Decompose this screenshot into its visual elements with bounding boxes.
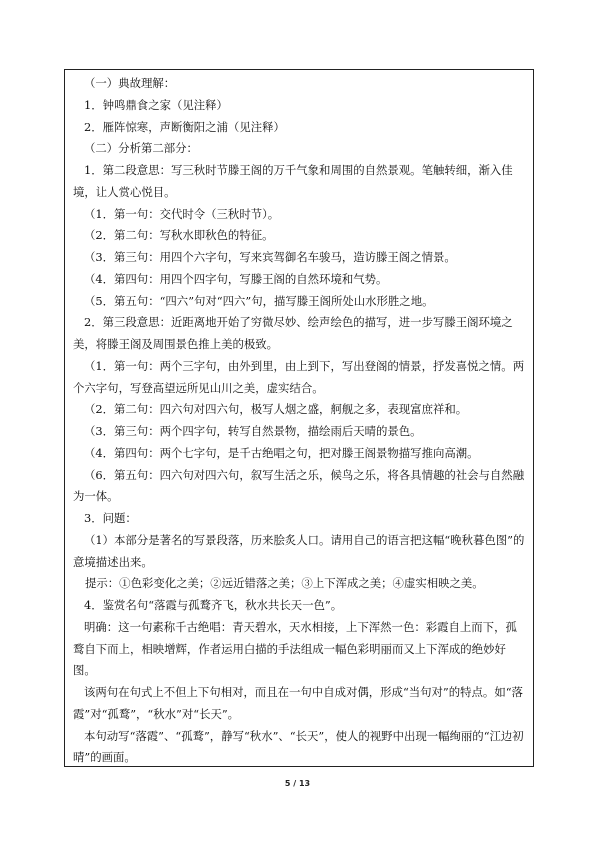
paragraph: 该两句在句式上不但上下句相对，而且在一句中自成对偶，形成“当句对”的特点。如“落霞”对“孤鹜”，“秋水”对“长天”。 [73,685,523,721]
section-heading-2: （二）分析第二部分： [84,141,198,156]
list-item: （3．第三句：两个四字句，转写自然景物，描绘雨后天晴的景色。 [84,424,422,438]
list-item: （1．第一句：交代时令（三秋时节）。 [84,206,280,221]
page-number: 5 / 13 [284,779,311,788]
list-item: （4．第四句：用四个四字句，写滕王阁的自然环境和气势。 [84,271,388,286]
paragraph: 2．第三段意思：近距离地开始了穷微尽妙、绘声绘色的描写，进一步写滕王阁环境之美，将滕王阁及周围景色推上美的极致。 [73,315,513,351]
list-item: （3．第三句：用四个六字句，写来宾驾御名车骏马，造访滕王阁之情景。 [84,250,456,264]
list-item: （4．第四句：两个七字句，是千古绝唱之句，把对滕王阁景物描写推向高潮。 [84,445,479,460]
list-item: 1．钟鸣鼎食之家（见注释） [84,97,228,112]
paragraph: （1．第一句：两个三字句，由外到里，由上到下，写出登阁的情景，抒发喜悦之情。两个六字句，写登高望远所见山川之美，虚实结合。 [73,358,525,395]
list-item: （2．第二句：四六句对四六句，极写人烟之盛，舸舰之多，表现富庶祥和。 [84,402,468,417]
paragraph: （6．第五句：四六句对四六句，叙写生活之乐，候鸟之乐，将各具情趣的社会与自然融为一体。 [73,467,525,504]
document-body [73,73,528,769]
list-item: （5．第五句：“四六”句对“四六”句，描写滕王阁所处山水形胜之地。 [84,293,434,308]
hint-text: 提示：①色彩变化之美；②远近错落之美；③上下浑成之美；④虚实相映之美。 [85,576,484,591]
list-item: 4．鉴赏名句“落霞与孤鹜齐飞，秋水共长天一色”。 [84,598,343,612]
paragraph: 1．第二段意思：写三秋时节滕王阁的万千气象和周围的自然景观。笔触转细，渐入佳境，让人赏心悦目。 [73,163,513,199]
paragraph: 本句动写“落霞”、“孤鹜”，静写“秋水”、“长天”，使人的视野中出现一幅绚丽的“江边初晴”的画面。 [73,728,524,765]
section-heading-1: （一）典故理解： [84,76,176,90]
paragraph: （1）本部分是著名的写景段落，历来脍炙人口。请用自己的语言把这幅“晚秋暮色图”的意境描述出来。 [73,532,525,569]
list-item: 2．雁阵惊寒，声断衡阳之浦（见注释） [84,119,285,134]
question-heading: 3．问题： [84,511,137,525]
paragraph: 明确：这一句素称千古绝唱：青天碧水，天水相接，上下浑然一色：彩霞自上而下，孤鹜自下而上，相映增辉，作者运用白描的手法组成一幅色彩明丽而又上下浑成的绝妙好图。 [73,619,517,678]
list-item: （2．第二句：写秋水即秋色的特征。 [84,228,274,243]
